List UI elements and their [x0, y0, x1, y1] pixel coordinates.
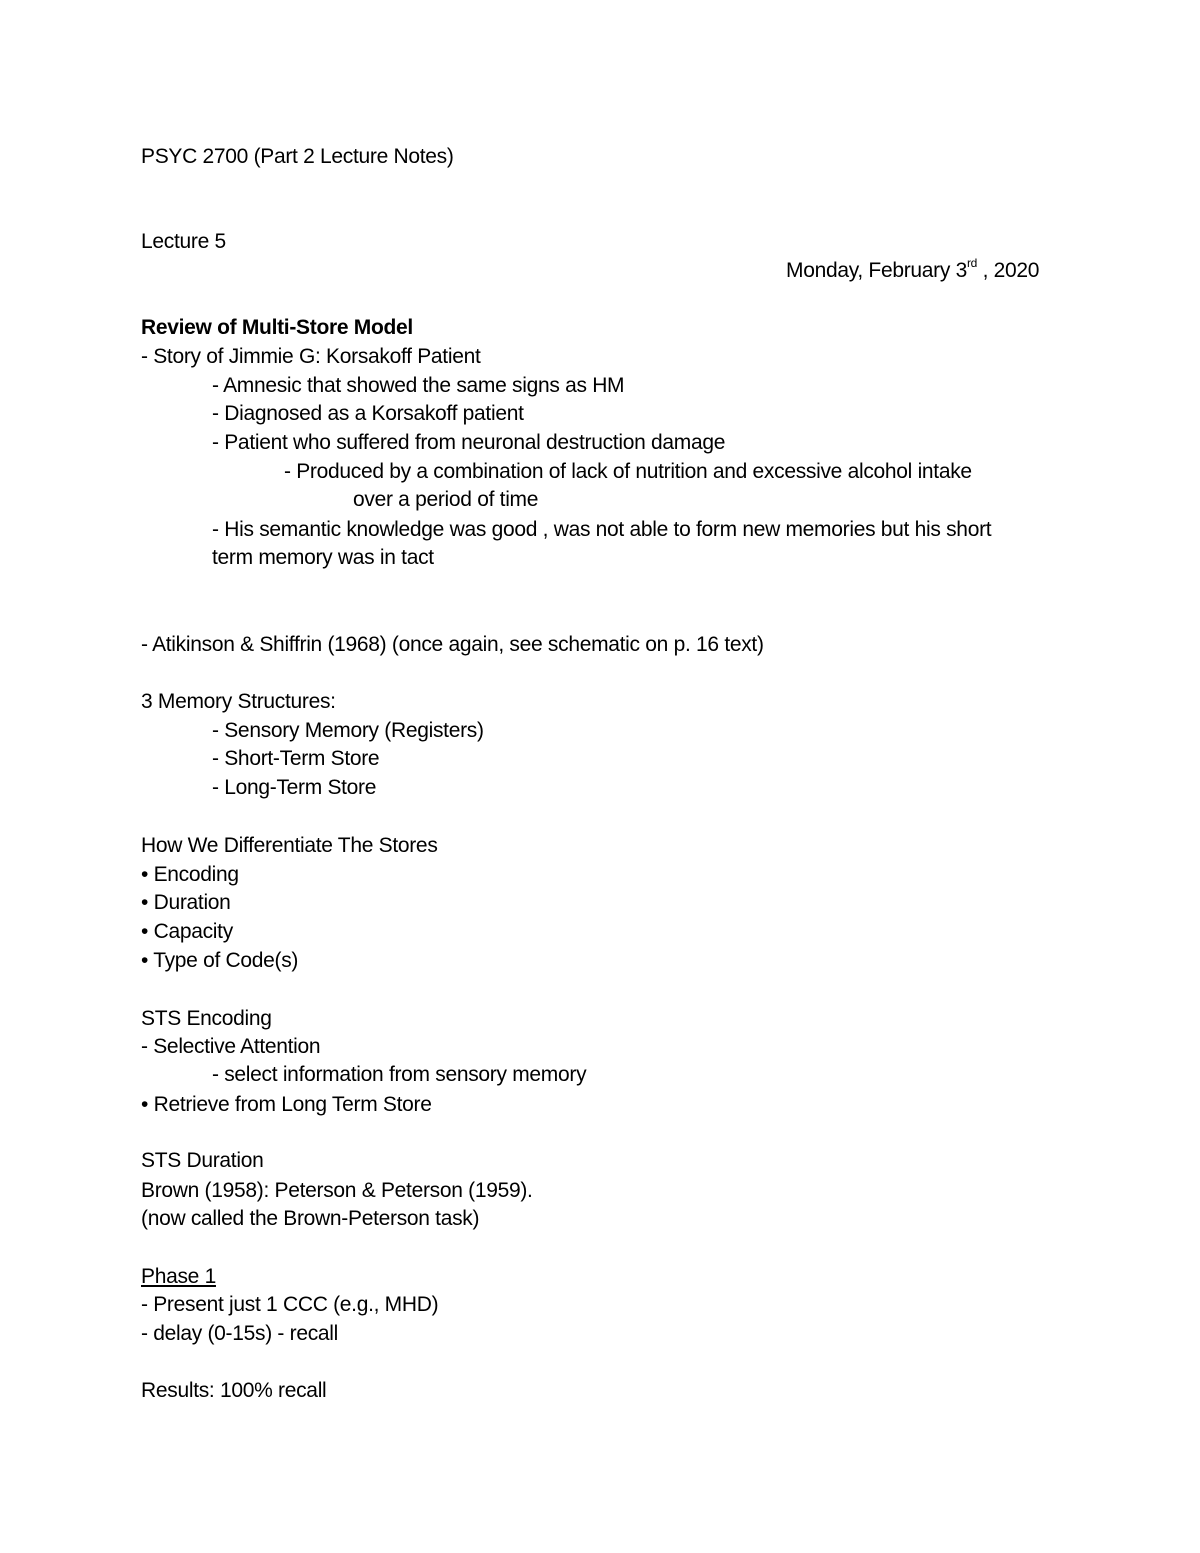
lecture-number: Lecture 5 — [141, 230, 226, 253]
differentiate-item: • Duration — [141, 891, 231, 914]
review-semantic-line1: - His semantic knowledge was good , was not able to form new memories but his short — [212, 518, 992, 541]
review-semantic-line2: term memory was in tact — [212, 546, 434, 569]
differentiate-item: • Encoding — [141, 863, 239, 886]
review-patient: - Patient who suffered from neuronal destruction damage — [212, 431, 726, 454]
review-heading: Review of Multi-Store Model — [141, 316, 413, 339]
differentiate-item: • Capacity — [141, 920, 233, 943]
date-main: Monday, February 3 — [786, 259, 967, 282]
review-story: - Story of Jimmie G: Korsakoff Patient — [141, 345, 481, 368]
sts-encoding-select-info: - select information from sensory memory — [212, 1063, 587, 1086]
differentiate-heading: How We Differentiate The Stores — [141, 834, 438, 857]
review-amnesic: - Amnesic that showed the same signs as HM — [212, 374, 625, 397]
differentiate-item: • Type of Code(s) — [141, 949, 299, 972]
sts-duration-heading: STS Duration — [141, 1149, 264, 1172]
sts-encoding-selective: - Selective Attention — [141, 1035, 321, 1058]
phase1-heading: Phase 1 — [141, 1265, 216, 1288]
atkinson-line: - Atikinson & Shiffrin (1968) (once again, see schematic on p. 16 text) — [141, 633, 764, 656]
sts-encoding-heading: STS Encoding — [141, 1007, 272, 1030]
sts-duration-line1: Brown (1958): Peterson & Peterson (1959). — [141, 1179, 533, 1202]
review-diagnosed: - Diagnosed as a Korsakoff patient — [212, 402, 524, 425]
phase1-delay: - delay (0-15s) - recall — [141, 1322, 339, 1345]
structures-item: - Short-Term Store — [212, 747, 380, 770]
structures-heading: 3 Memory Structures: — [141, 690, 336, 713]
date-superscript: rd — [966, 256, 978, 270]
structures-item: - Long-Term Store — [212, 776, 377, 799]
phase1-results: Results: 100% recall — [141, 1379, 327, 1402]
structures-item: - Sensory Memory (Registers) — [212, 719, 484, 742]
lecture-date — [786, 257, 1039, 285]
doc-title: PSYC 2700 (Part 2 Lecture Notes) — [141, 145, 454, 168]
review-period: over a period of time — [353, 488, 539, 511]
date-tail: , 2020 — [977, 259, 1040, 282]
sts-encoding-retrieve: • Retrieve from Long Term Store — [141, 1093, 432, 1116]
phase1-present: - Present just 1 CCC (e.g., MHD) — [141, 1293, 439, 1316]
review-produced: - Produced by a combination of lack of nutrition and excessive alcohol intake — [284, 460, 972, 483]
sts-duration-line2: (now called the Brown-Peterson task) — [141, 1207, 480, 1230]
